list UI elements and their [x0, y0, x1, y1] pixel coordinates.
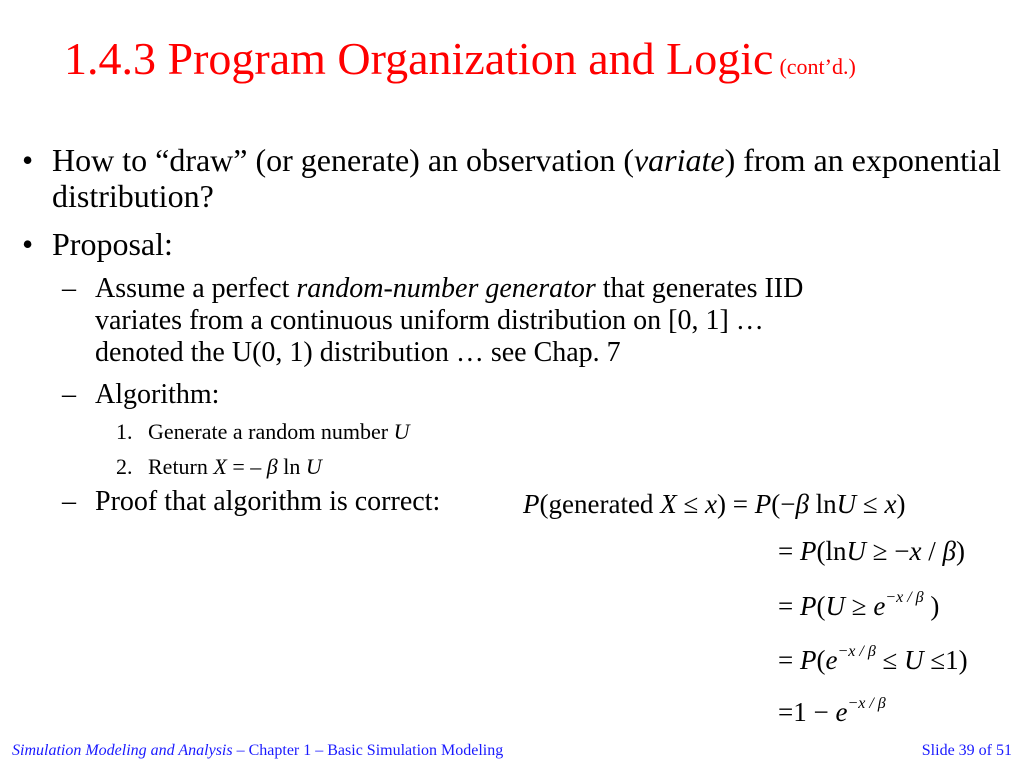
math-exponent: −x / β — [885, 589, 924, 606]
math-text: = — [778, 645, 800, 675]
sub-bullet-text-part: Assume a perfect — [95, 273, 297, 304]
step-text: = – — [226, 454, 267, 479]
dash-icon: – — [62, 486, 76, 517]
sub-bullet-text-part: denoted the U(0, 1) distribution … see Chap. 7 — [95, 337, 621, 368]
math-symbol: P — [754, 489, 772, 519]
math-symbol: β — [942, 536, 956, 566]
sub-bullet-text-part: that generates IID — [595, 273, 804, 304]
math-symbol: U — [904, 645, 924, 675]
math-symbol: e — [825, 645, 838, 675]
step-variable: β — [266, 454, 278, 479]
math-text: = — [726, 489, 755, 519]
proof-line-1 — [523, 489, 905, 519]
math-symbol: X — [660, 489, 677, 519]
footer-chapter: – Chapter 1 – Basic Simulation Modeling — [232, 742, 504, 759]
step-text: Return — [148, 454, 214, 479]
math-text: generated — [548, 489, 661, 519]
bullet-text — [52, 142, 1022, 214]
proof-line-2 — [778, 536, 965, 566]
proof-line-5 — [778, 697, 886, 727]
math-symbol: U — [825, 591, 845, 621]
math-text: ( — [539, 489, 549, 519]
math-symbol: x — [909, 536, 922, 566]
math-text: ≤ — [875, 645, 905, 675]
proof-line-3 — [778, 591, 939, 621]
sub-bullet-text: Proof that algorithm is correct: — [95, 486, 441, 517]
math-text: ) — [923, 591, 940, 621]
math-symbol: x — [884, 489, 897, 519]
sub-bullet-text-emphasis: random-number generator — [296, 273, 596, 304]
slide-footer — [12, 741, 1012, 761]
math-text: ≤ — [856, 489, 885, 519]
step-variable: U — [393, 419, 410, 444]
math-text: ( — [816, 591, 826, 621]
bullet-text-part: ) from an exponential distribution? — [52, 142, 1001, 214]
math-text: ≥ — [844, 591, 874, 621]
math-text: = — [778, 536, 800, 566]
sub-bullet-text: Algorithm: — [95, 379, 220, 410]
step-number: 1. — [116, 419, 133, 444]
step-number: 2. — [116, 454, 133, 479]
step-variable: U — [305, 454, 322, 479]
math-text: / — [921, 536, 943, 566]
step-text: Generate a random number — [148, 419, 394, 444]
math-exponent: −x / β — [837, 643, 876, 660]
bullet-text-part: How to “draw” (or generate) an observation ( — [52, 142, 634, 178]
dash-icon: – — [62, 379, 76, 410]
slide-title-suffix: (cont’d.) — [779, 54, 856, 79]
algorithm-step-2 — [116, 454, 322, 480]
math-text: ( — [816, 645, 826, 675]
bullet-text: Proposal: — [52, 226, 173, 262]
math-symbol: P — [523, 489, 540, 519]
algorithm-step-1 — [116, 419, 409, 445]
math-symbol: e — [873, 591, 886, 621]
math-text: ≥ − — [865, 536, 910, 566]
math-symbol: β — [795, 489, 809, 519]
math-text: ) — [896, 489, 906, 519]
math-symbol: P — [799, 536, 817, 566]
math-symbol: x — [705, 489, 717, 519]
math-text: ≤ — [676, 489, 706, 519]
math-symbol: U — [836, 489, 857, 519]
bullet-dot-icon: • — [22, 142, 34, 178]
step-variable: X — [213, 454, 227, 479]
math-symbol: e — [835, 697, 848, 727]
bullet-text-emphasis: variate — [633, 142, 725, 178]
slide-title-main: 1.4.3 Program Organization and Logic — [64, 33, 774, 84]
math-text: = — [778, 591, 800, 621]
math-text: (ln — [816, 536, 847, 566]
math-symbol: U — [846, 536, 866, 566]
math-text: ≤1) — [923, 645, 968, 675]
math-text: ) — [717, 489, 726, 519]
math-text: =1 − — [778, 697, 836, 727]
math-symbol: P — [799, 645, 817, 675]
math-text: ) — [955, 536, 965, 566]
sub-bullet-text — [95, 273, 975, 369]
step-text: ln — [277, 454, 306, 479]
math-exponent: −x / β — [847, 695, 886, 712]
bullet-dot-icon: • — [22, 226, 34, 262]
math-symbol: P — [799, 591, 817, 621]
footer-slide-number: Slide 39 of 51 — [921, 742, 1012, 759]
sub-bullet-text-part: variates from a continuous uniform distribution on [0, 1] … — [95, 305, 764, 336]
math-text: ln — [808, 489, 837, 519]
math-text: (− — [771, 489, 796, 519]
dash-icon: – — [62, 273, 76, 304]
footer-book-title: Simulation Modeling and Analysis — [12, 742, 233, 759]
proof-line-4 — [778, 645, 968, 675]
